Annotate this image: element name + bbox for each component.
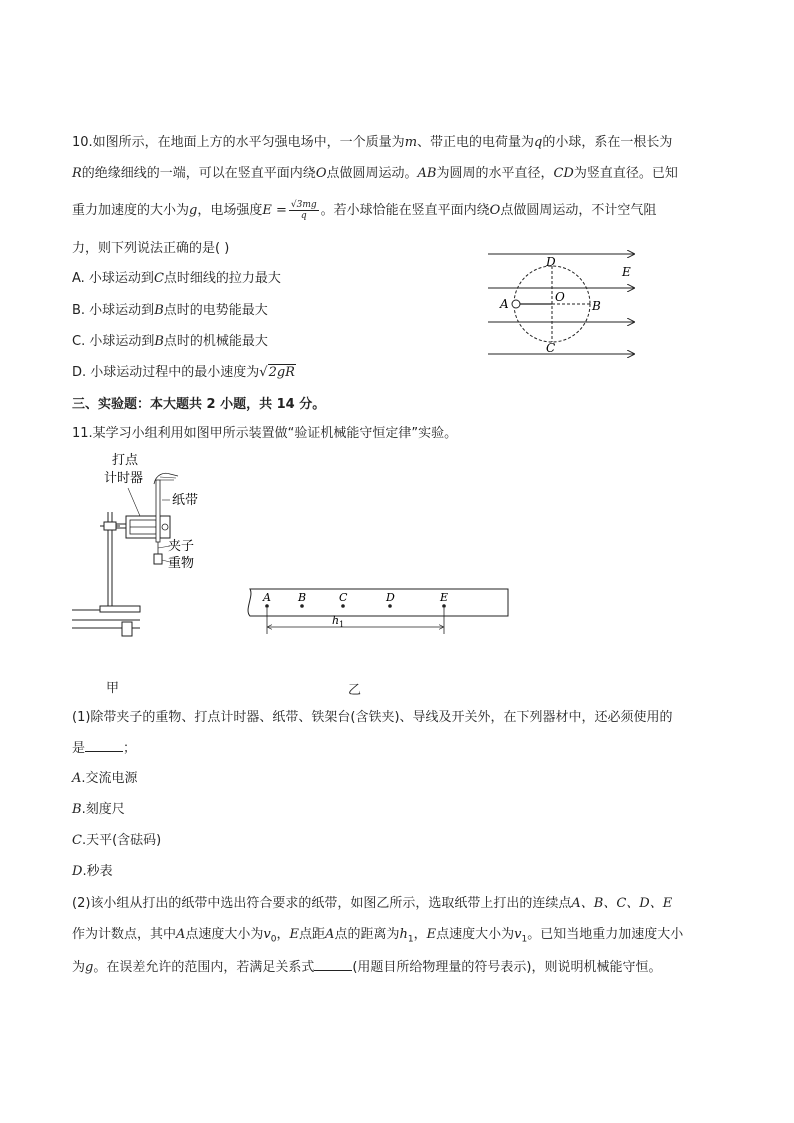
label-E: E	[622, 265, 631, 279]
q10-text: 点做圆周运动，不计空气阻	[500, 203, 657, 218]
q10-option-b[interactable]	[72, 302, 268, 320]
q11-intro: 11.某学习小组利用如图甲所示装置做“验证机械能守恒定律”实验。	[72, 426, 458, 441]
var-q: q	[534, 135, 543, 150]
q11-part2-line3	[72, 958, 662, 977]
var-h1: h	[399, 927, 408, 942]
q10-line-3	[72, 200, 656, 221]
q10-option-d[interactable]	[72, 364, 296, 382]
option-text: .交流电源	[81, 771, 138, 786]
part2-text: 点距	[299, 927, 326, 942]
var-m: m	[404, 135, 418, 150]
tape-label-A: A	[263, 591, 271, 604]
tape-label-B: B	[298, 591, 307, 604]
part2-text: 点速度大小为	[185, 927, 264, 942]
option-text: C. 小球运动到	[72, 334, 155, 349]
option-text: .秒表	[82, 864, 113, 879]
var-R: R	[72, 166, 82, 181]
part2-text: 作为计数点，其中	[72, 927, 177, 942]
q11-part2-line1	[72, 895, 672, 913]
q11-part1-line1: (1)除带夹子的重物、打点计时器、纸带、铁架台(含铁夹)、导线及开关外，在下列器材中，还必须使用的	[72, 710, 673, 725]
q10-text: 为竖直直径。已知	[573, 166, 678, 181]
var-g: g	[85, 960, 94, 975]
q10-text: ，电场强度	[197, 203, 263, 218]
var-B: B	[154, 334, 164, 349]
tape-label-C: C	[339, 591, 348, 604]
option-letter: B	[72, 802, 82, 817]
field-fraction	[289, 200, 319, 221]
q10-text: 重力加速度的大小为	[72, 203, 190, 218]
paper-tape-figure	[240, 586, 515, 642]
option-text: B. 小球运动到	[72, 303, 155, 318]
q10-line-1	[72, 134, 672, 152]
sub-0: 0	[270, 934, 277, 945]
var-CD: CD	[553, 166, 574, 181]
option-text: .天平(含砝码)	[81, 833, 162, 848]
part2-text: 点的距离为	[334, 927, 400, 942]
label-D: D	[546, 255, 556, 269]
q10-option-c[interactable]	[72, 333, 268, 351]
part2-text: 为	[72, 960, 86, 975]
q10-text: 。若小球恰能在竖直平面内绕	[320, 203, 490, 218]
part2-text: (2)该小组从打出的纸带中选出符合要求的纸带，如图乙所示，选取纸带上打出的连续点	[72, 896, 572, 911]
option-text: D. 小球运动过程中的最小速度为	[72, 365, 260, 380]
label-O: O	[555, 290, 565, 304]
part2-text: ，	[276, 927, 290, 942]
var-B: B	[154, 303, 164, 318]
dot-E	[442, 604, 446, 608]
label-C: C	[546, 341, 556, 355]
ball	[512, 300, 520, 308]
var-g: g	[189, 203, 198, 218]
caption-jia: 甲	[106, 681, 120, 696]
h-symbol: h	[332, 614, 340, 627]
q10-text: 为圆周的水平直径，	[436, 166, 554, 181]
q10-text: 点做圆周运动。	[326, 166, 418, 181]
var-A: A	[325, 927, 335, 942]
part1-text: 是	[72, 741, 86, 756]
option-text: 点时的机械能最大	[163, 334, 268, 349]
option-letter: C	[72, 833, 82, 848]
part2-points: A、B、C、D、E	[571, 896, 673, 911]
var-O: O	[489, 203, 501, 218]
var-AB: AB	[417, 166, 437, 181]
var-E-eq: E =	[262, 203, 287, 218]
label-jishiqi: 计时器	[104, 471, 144, 486]
option-text: 点时的电势能最大	[163, 303, 268, 318]
q10-text: 10.如图所示，在地面上方的水平匀强电场中，一个质量为	[72, 135, 405, 150]
label-jiazi: 夹子	[168, 539, 195, 554]
tape-label-E: E	[440, 591, 449, 604]
q11-option-c[interactable]	[72, 832, 161, 850]
var-E: E	[289, 927, 300, 942]
q10-text: 的小球，系在一根长为	[542, 135, 673, 150]
q11-option-b[interactable]	[72, 801, 125, 819]
q10-line-4: 力，则下列说法正确的是( )	[72, 241, 230, 256]
label-A: A	[500, 297, 509, 311]
q10-line-2	[72, 165, 678, 183]
part2-text: (用题目所给物理量的符号表示)，则说明机械能守恒。	[352, 960, 662, 975]
section-heading: 三、实验题：本大题共 2 小题，共 14 分。	[72, 397, 326, 412]
fraction-numerator: √3mg	[290, 200, 317, 210]
sqrt-radicand: 2gR	[268, 365, 295, 380]
apparatus-figure	[70, 450, 220, 645]
sqrt-expression: √2gR	[259, 365, 295, 380]
part2-text: 。在误差允许的范围内，若满足关系式	[93, 960, 315, 975]
option-letter: A	[72, 771, 82, 786]
q11-part2-line2	[72, 926, 683, 949]
label-zhidai: 纸带	[172, 493, 199, 508]
sub-1: 1	[521, 934, 528, 945]
q11-part1-line2	[72, 739, 136, 758]
dot-B	[300, 604, 304, 608]
q10-text: 的绝缘细线的一端，可以在竖直平面内绕	[81, 166, 316, 181]
label-dadian: 打点	[112, 453, 139, 468]
option-text: 点时细线的拉力最大	[163, 271, 281, 286]
dot-A	[265, 604, 269, 608]
part2-text: 点速度大小为	[436, 927, 515, 942]
part1-text: ；	[123, 741, 137, 756]
tape-outline	[248, 589, 508, 616]
var-v1: v	[514, 927, 522, 942]
var-v0: v	[263, 927, 271, 942]
option-text: .刻度尺	[81, 802, 125, 817]
q10-text: 、带正电的电荷量为	[417, 135, 535, 150]
option-text: A. 小球运动到	[72, 271, 154, 286]
q11-option-d[interactable]	[72, 863, 113, 881]
part2-text: 。已知当地重力加速度大小	[527, 927, 684, 942]
sub-1: 1	[407, 934, 414, 945]
field-circle-figure	[484, 250, 644, 362]
caption-yi: 乙	[348, 683, 362, 698]
h-subscript: 1	[339, 620, 345, 629]
answer-blank-1[interactable]	[85, 739, 123, 752]
dot-D	[388, 604, 392, 608]
fraction-denominator: q	[300, 211, 307, 221]
option-letter: D	[72, 864, 83, 879]
part2-text: ，	[413, 927, 427, 942]
var-E: E	[426, 927, 437, 942]
var-O: O	[315, 166, 327, 181]
tape-label-D: D	[386, 591, 395, 604]
answer-blank-2[interactable]	[314, 958, 352, 971]
dot-C	[341, 604, 345, 608]
q11-option-a[interactable]	[72, 770, 138, 788]
var-A: A	[176, 927, 186, 942]
q10-option-a[interactable]	[72, 270, 281, 288]
label-B: B	[592, 299, 601, 313]
var-C: C	[153, 271, 164, 286]
label-zhongwu: 重物	[168, 556, 195, 571]
